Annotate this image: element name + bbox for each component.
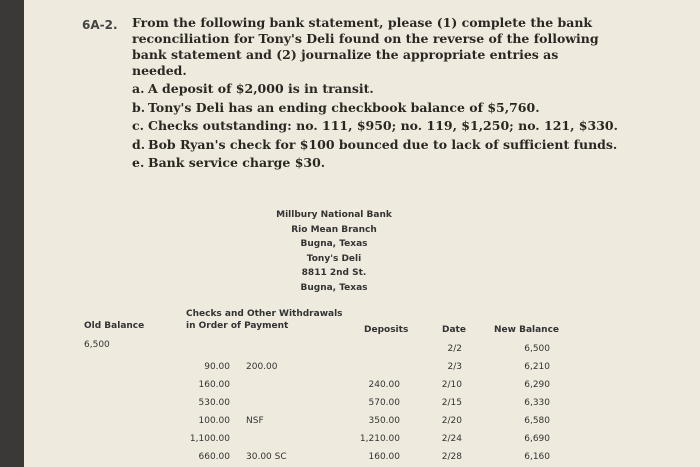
new-balance: 6,580 <box>524 416 550 426</box>
item-text: Bank service charge $30. <box>148 155 326 170</box>
account-city: Bugna, Texas <box>300 282 368 293</box>
withdrawal-1: 100.00 <box>198 416 230 426</box>
withdrawal-1: 90.00 <box>204 362 230 372</box>
withdrawal-1: 660.00 <box>198 452 230 462</box>
problem-item <box>132 80 652 99</box>
header-checks-line2: in Order of Payment <box>186 321 289 331</box>
header-old-balance: Old Balance <box>84 321 145 331</box>
withdrawal-2: NSF <box>246 416 264 426</box>
date: 2/3 <box>447 362 462 372</box>
header-checks-line1: Checks and Other Withdrawals <box>186 309 343 319</box>
account-address: 8811 2nd St. <box>301 268 367 278</box>
date: 2/15 <box>441 398 462 408</box>
item-text: Bob Ryan's check for $100 bounced due to lack of sufficient funds. <box>148 136 618 152</box>
textbook-page <box>24 0 700 467</box>
withdrawal-1: 530.00 <box>198 398 230 408</box>
date: 2/28 <box>441 452 462 462</box>
date: 2/10 <box>441 380 462 390</box>
new-balance: 6,210 <box>524 362 550 372</box>
new-balance: 6,500 <box>524 344 550 354</box>
header-date: Date <box>442 325 466 335</box>
item-letter: a. <box>132 81 145 96</box>
problem-item <box>132 117 652 136</box>
item-letter: d. <box>132 136 146 152</box>
item-text: Tony's Deli has an ending checkbook balance of $5,760. <box>148 99 540 115</box>
withdrawal-1: 1,100.00 <box>189 434 230 444</box>
deposit: 240.00 <box>368 380 400 390</box>
bank-header <box>274 208 394 295</box>
bank-city: Bugna, Texas <box>300 239 368 249</box>
date: 2/24 <box>441 434 462 444</box>
header-deposits: Deposits <box>364 325 409 335</box>
withdrawal-2: 200.00 <box>246 362 278 372</box>
withdrawal-2: 30.00 SC <box>246 452 287 462</box>
new-balance: 6,160 <box>524 452 550 462</box>
item-text: Checks outstanding: no. 111, $950; no. 119, $1,250; no. 121, $330. <box>148 118 618 133</box>
problem-instructions: From the following bank statement, please (1) complete the bank reconciliation for Tony's Deli found on the reverse of the following bank statement and (2) journalize the appropriate entries as needed. <box>132 15 599 78</box>
account-holder: Tony's Deli <box>306 253 362 264</box>
bank-branch: Rio Mean Branch <box>291 224 377 235</box>
problem-items <box>132 80 652 173</box>
deposit: 570.00 <box>368 398 400 408</box>
item-text: A deposit of $2,000 is in transit. <box>148 81 374 96</box>
header-new-balance: New Balance <box>494 325 560 335</box>
deposit: 160.00 <box>368 452 400 462</box>
new-balance: 6,290 <box>524 380 550 390</box>
new-balance: 6,690 <box>524 434 550 444</box>
problem-item <box>132 99 652 118</box>
deposit: 1,210.00 <box>359 434 400 444</box>
item-letter: c. <box>132 118 144 133</box>
bank-name: Millbury National Bank <box>276 210 392 220</box>
new-balance: 6,330 <box>524 398 550 408</box>
old-balance-value: 6,500 <box>84 340 110 350</box>
problem-item <box>132 154 652 173</box>
item-letter: b. <box>132 99 146 115</box>
deposit: 350.00 <box>368 416 400 426</box>
date: 2/20 <box>441 416 462 426</box>
item-letter: e. <box>132 155 145 170</box>
problem-number: 6A-2. <box>82 18 118 32</box>
date: 2/2 <box>447 344 462 354</box>
withdrawal-1: 160.00 <box>198 380 230 390</box>
problem-item <box>132 136 652 155</box>
